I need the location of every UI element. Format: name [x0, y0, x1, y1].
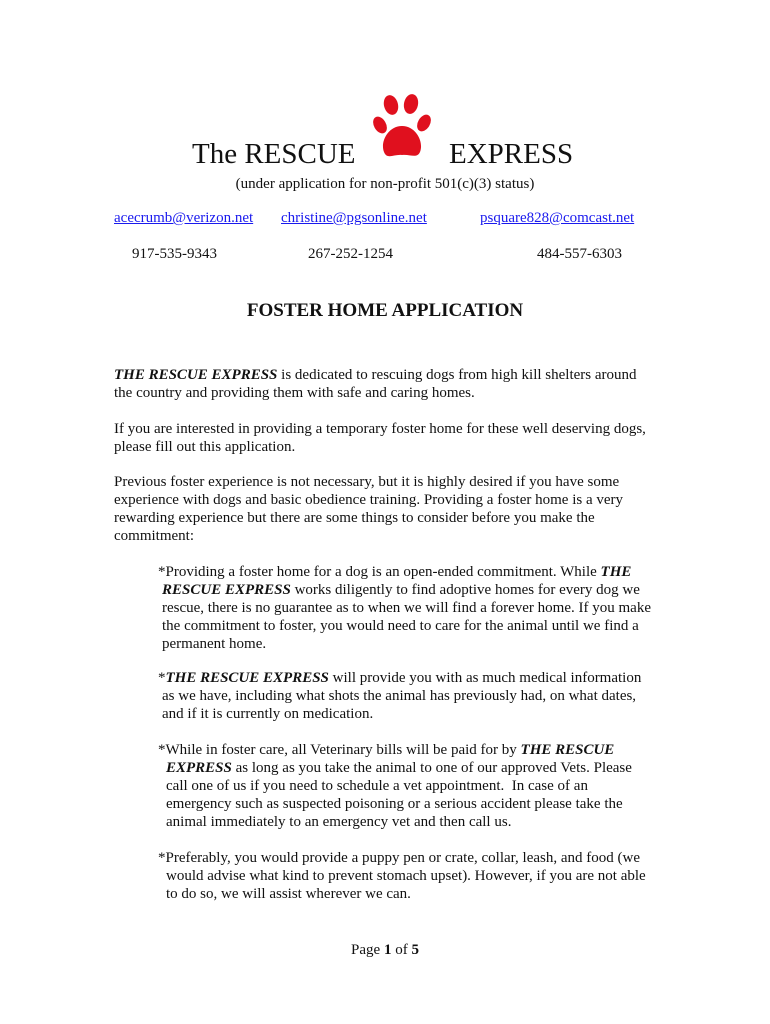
page-label: Page: [351, 942, 384, 958]
bullet-vet-bills: [158, 741, 678, 831]
intro-text-line2: the country and providing them with safe and caring homes.: [114, 385, 475, 401]
org-name: THE RESCUE EXPRESS: [165, 670, 329, 686]
bullet-text: animal immediately to an emergency vet and then call us.: [166, 814, 512, 830]
experience-paragraph: [114, 473, 674, 545]
bullet-text: rescue, there is no guarantee as to when we will find a forever home. If you make: [162, 600, 651, 616]
paragraph-line: commitment:: [114, 528, 194, 544]
bullet-text: emergency such as suspected poisoning or a serious accident please take the: [166, 796, 623, 812]
bullet-text: *: [158, 670, 166, 686]
bullet-text: as long as you take the animal to one of our approved Vets. Please: [231, 760, 632, 776]
bullet-medical: [158, 669, 678, 723]
page-heading: FOSTER HOME APPLICATION: [246, 300, 524, 321]
bullet-text: call one of us if you need to schedule a vet appointment. In case of an: [166, 778, 588, 794]
title-rescue: The RESCUE: [192, 138, 356, 170]
bullet-text: *Preferably, you would provide a puppy pen or crate, collar, leash, and food (we: [158, 850, 641, 866]
paw-print-icon: [372, 92, 436, 164]
contact-email-1[interactable]: acecrumb@verizon.net: [114, 210, 254, 226]
bullet-text: will provide you with as much medical information: [328, 670, 642, 686]
page-of: of: [391, 942, 412, 958]
current-page: 1: [383, 942, 392, 958]
org-name: THE RESCUE EXPRESS: [114, 367, 278, 383]
bullet-text: to do so, we will assist wherever we can.: [166, 886, 411, 902]
bullet-supplies: [158, 849, 678, 903]
intro-paragraph: [114, 366, 674, 402]
paragraph-line: rewarding experience but there are some things to consider before you make the: [114, 510, 595, 526]
subtitle: (under application for non-profit 501(c)(3) status): [235, 176, 535, 192]
bullet-text: *Providing a foster home for a dog is an open-ended commitment. While: [158, 564, 601, 580]
paragraph-line: experience with dogs and basic obedience training. Providing a foster home is a very: [114, 492, 624, 508]
bullet-text: the commitment to foster, you would need to care for the animal until we find a: [162, 618, 639, 634]
contact-email-2[interactable]: christine@pgsonline.net: [281, 210, 427, 226]
contact-phone-2: 267-252-1254: [308, 246, 393, 262]
contact-email-3[interactable]: psquare828@comcast.net: [480, 210, 635, 226]
paragraph-line: Previous foster experience is not necessary, but it is highly desired if you have some: [114, 474, 620, 490]
paragraph-line: please fill out this application.: [114, 439, 296, 455]
bullet-text: and if it is currently on medication.: [162, 706, 374, 722]
paragraph-line: If you are interested in providing a temporary foster home for these well deserving dogs,: [114, 421, 646, 437]
bullet-text: as we have, including what shots the animal has previously had, on what dates,: [162, 688, 637, 704]
total-pages: 5: [411, 942, 419, 958]
org-name: THE: [600, 564, 632, 580]
org-name: RESCUE EXPRESS: [162, 582, 291, 598]
interest-paragraph: [114, 420, 674, 456]
intro-text: is dedicated to rescuing dogs from high kill shelters around: [277, 367, 637, 383]
org-name: EXPRESS: [166, 760, 232, 776]
contact-phone-1: 917-535-9343: [132, 246, 217, 262]
title-express: EXPRESS: [449, 138, 574, 170]
bullet-text: *While in foster care, all Veterinary bills will be paid for by: [158, 742, 521, 758]
org-name: THE RESCUE: [520, 742, 615, 758]
page-number: [0, 942, 770, 959]
bullet-text: permanent home.: [162, 636, 267, 652]
bullet-text: would advise what kind to prevent stomach upset). However, if you are not able: [166, 868, 646, 884]
contact-phone-3: 484-557-6303: [537, 246, 622, 262]
bullet-commitment: [158, 563, 678, 653]
bullet-text: works diligently to find adoptive homes for every dog we: [290, 582, 640, 598]
